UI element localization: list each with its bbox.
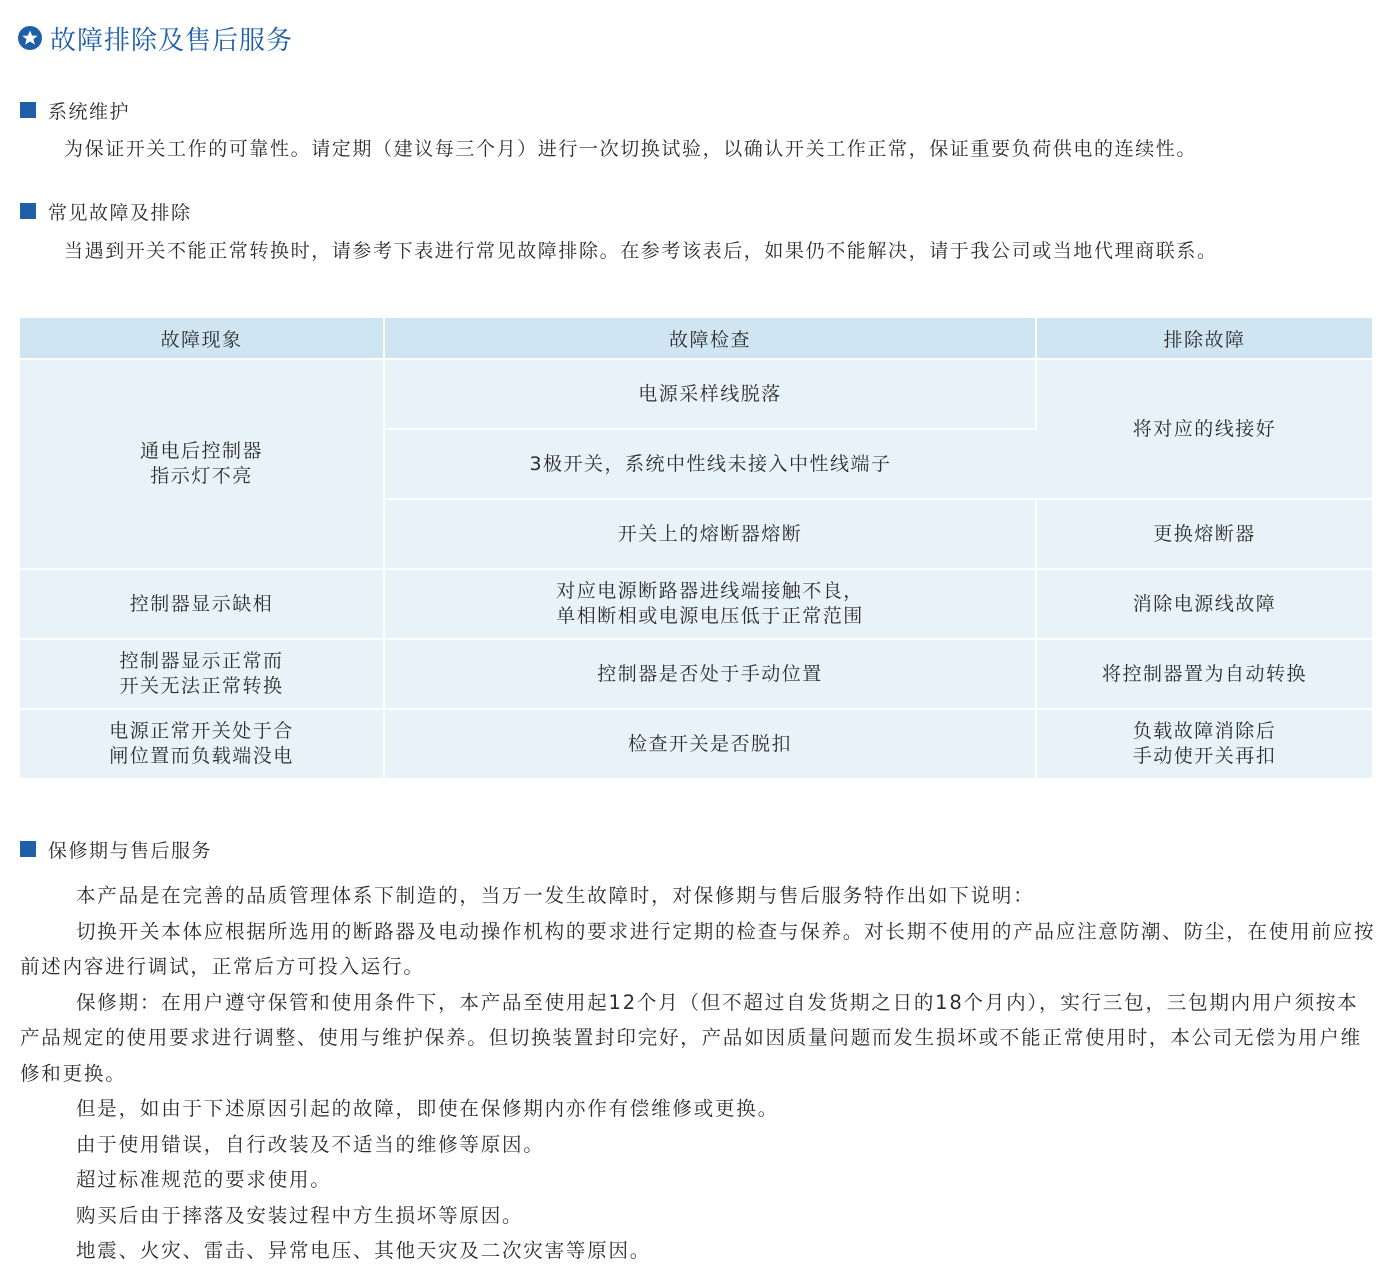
section-maintenance-heading: [20, 97, 130, 123]
symptom-cell: 控制器显示缺相: [20, 569, 384, 639]
table-header-row: [20, 318, 1372, 359]
check-cell: [384, 569, 1036, 639]
square-bullet-icon: [20, 102, 36, 118]
square-bullet-icon: [20, 203, 36, 219]
page-title-row: [18, 18, 293, 58]
fix-cell: 更换熔断器: [1036, 499, 1372, 569]
warranty-paragraph: 由于使用错误，自行改装及不适当的维修等原因。: [76, 1132, 545, 1156]
faults-text: 当遇到开关不能正常转换时，请参考下表进行常见故障排除。在参考该表后，如果仍不能解决，请于我公司或当地代理商联系。: [64, 240, 1218, 262]
check-cell: 开关上的熔断器熔断: [384, 499, 1036, 569]
fix-line: 负载故障消除后: [1132, 720, 1277, 742]
warranty-paragraph: 本产品是在完善的品质管理体系下制造的，当万一发生故障时，对保修期与售后服务特作出如下说明：: [76, 884, 1035, 907]
section-title: 系统维护: [48, 100, 131, 123]
check-cell: 检查开关是否脱扣: [384, 709, 1036, 779]
fix-cell: 将对应的线接好: [1036, 359, 1372, 499]
star-icon: [18, 26, 42, 50]
square-bullet-icon: [20, 841, 36, 857]
check-cell: 电源采样线脱落: [384, 359, 1036, 429]
section-title: 常见故障及排除: [48, 201, 192, 224]
header-symptom: 故障现象: [20, 318, 384, 359]
table-row: [20, 639, 1372, 709]
symptom-line: 指示灯不亮: [150, 465, 253, 487]
warranty-paragraph: 切换开关本体应根据所选用的断路器及电动操作机构的要求进行定期的检查与保养。对长期不使用的产品应注意防潮、防尘，在使用前应按前述内容进行调试，正常后方可投入运行。: [20, 919, 1376, 978]
warranty-body: [20, 878, 1376, 1269]
check-line: 单相断相或电源电压低于正常范围: [556, 605, 864, 627]
fix-cell: 将控制器置为自动转换: [1036, 639, 1372, 709]
fault-table: [20, 318, 1372, 780]
fix-line: 手动使开关再扣: [1132, 745, 1277, 767]
maintenance-text: 为保证开关工作的可靠性。请定期（建议每三个月）进行一次切换试验，以确认开关工作正常，保证重要负荷供电的连续性。: [64, 138, 1198, 160]
symptom-cell: [20, 709, 384, 779]
warranty-paragraph: 保修期：在用户遵守保管和使用条件下，本产品至使用起12个月（但不超过自发货期之日的18个月内），实行三包，三包期内用户须按本产品规定的使用要求进行调整、使用与维护保养。但切换装置封印完好，产品如因质量问题而发生损坏或不能正常使用时，本公司无偿为用户维修和更换。: [20, 990, 1362, 1085]
symptom-line: 开关无法正常转换: [119, 675, 284, 697]
symptom-line: 控制器显示正常而: [119, 650, 284, 672]
table-row: [20, 359, 1372, 429]
warranty-paragraph: 购买后由于摔落及安装过程中方生损坏等原因。: [76, 1203, 524, 1227]
symptom-cell: [20, 359, 384, 569]
symptom-cell: [20, 639, 384, 709]
warranty-paragraph: 地震、火灾、雷击、异常电压、其他天灾及二次灾害等原因。: [76, 1239, 652, 1262]
check-cell: 控制器是否处于手动位置: [384, 639, 1036, 709]
header-check: 故障检查: [384, 318, 1036, 359]
warranty-paragraph: 超过标准规范的要求使用。: [76, 1168, 332, 1191]
symptom-line: 闸位置而负载端没电: [109, 745, 294, 767]
header-fix: 排除故障: [1036, 318, 1372, 359]
warranty-paragraph: 但是，如由于下述原因引起的故障，即使在保修期内亦作有偿维修或更换。: [76, 1097, 779, 1120]
table-row: [20, 569, 1372, 639]
section-faults-heading: [20, 198, 192, 224]
section-title: 保修期与售后服务: [48, 839, 213, 862]
check-line: 对应电源断路器进线端接触不良，: [556, 580, 864, 602]
page-title: 故障排除及售后服务: [50, 25, 294, 56]
table-row: [20, 709, 1372, 779]
check-cell: 3极开关，系统中性线未接入中性线端子: [384, 429, 1036, 499]
symptom-line: 通电后控制器: [139, 440, 263, 462]
section-warranty-heading: [20, 836, 212, 862]
fix-cell: [1036, 709, 1372, 779]
fix-cell: 消除电源线故障: [1036, 569, 1372, 639]
symptom-line: 电源正常开关处于合: [109, 720, 294, 742]
